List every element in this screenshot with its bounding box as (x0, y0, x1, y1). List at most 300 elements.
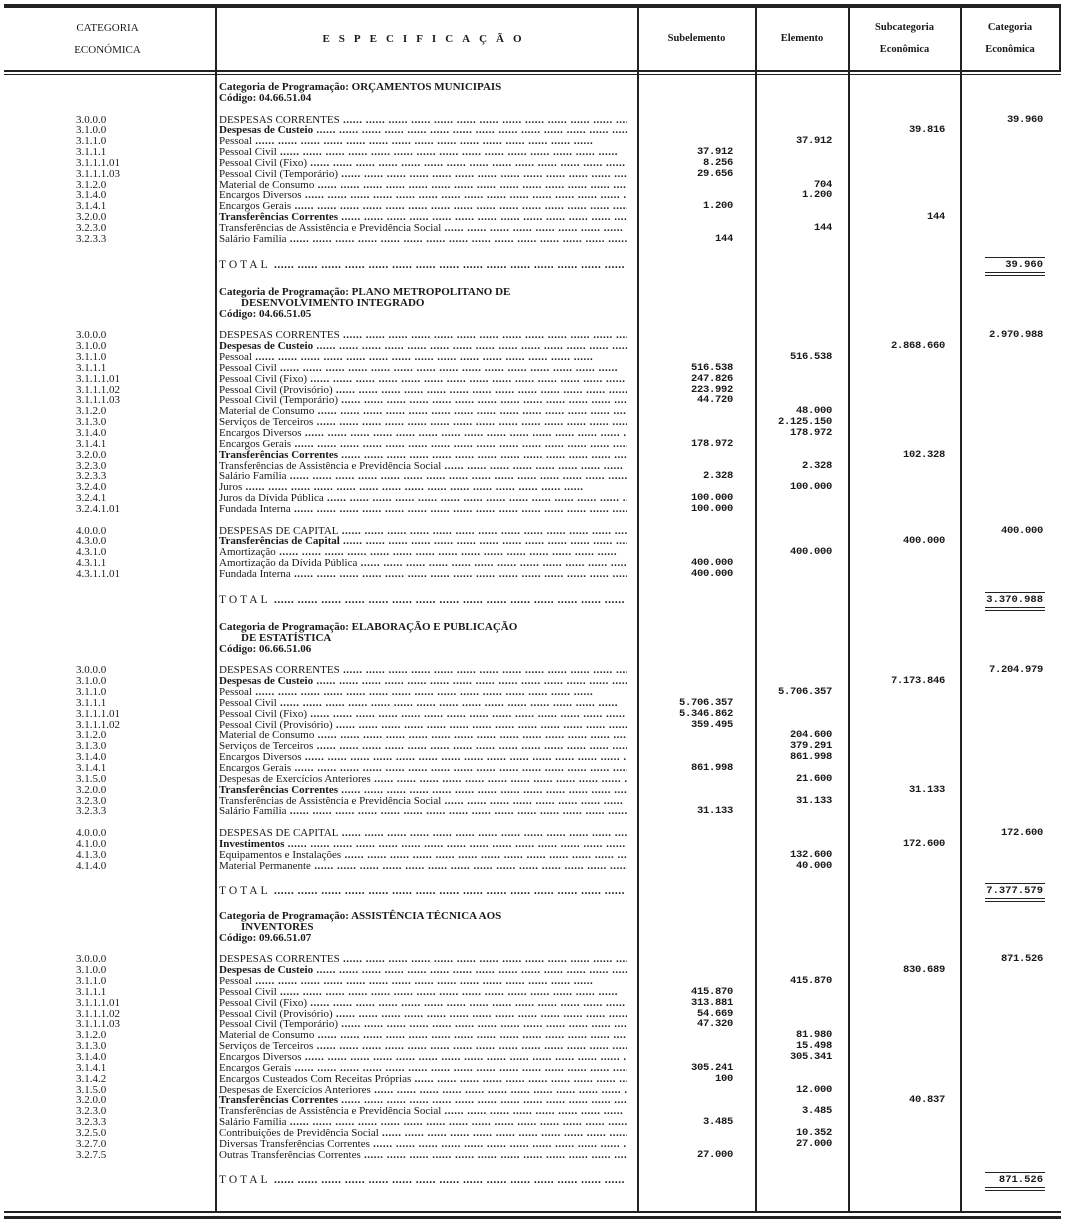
header-especificacao (216, 10, 637, 68)
table-row (0, 1009, 1065, 1020)
elemento-value: 100.000 (789, 481, 832, 494)
table-row (0, 698, 1065, 709)
specification: Material de Consumo ..... (219, 1030, 627, 1041)
economic-code: 4.0.0.0 (76, 827, 107, 840)
table-row (0, 774, 1065, 785)
specification: DESPESAS CORRENTES ..... (219, 665, 627, 676)
total-row (0, 595, 1065, 606)
subelemento-value: 27.000 (696, 1148, 733, 1161)
specification: DESPESAS DE CAPITAL ..... (219, 526, 627, 537)
program-code-line (0, 644, 1065, 655)
specification: Encargos Diversos ..... (219, 752, 627, 763)
spacer (0, 580, 1065, 591)
specification: Encargos Gerais ..... (219, 439, 627, 450)
economic-code: 4.3.1.1.01 (76, 567, 120, 580)
table-row (0, 493, 1065, 504)
table-row (0, 965, 1065, 976)
bottom-rule (4, 1211, 1061, 1213)
header-label: ECONÓMICA (74, 44, 141, 56)
specification: Encargos Gerais ..... (219, 201, 627, 212)
economic-code: 3.1.2.0 (76, 1029, 107, 1042)
economic-code: 3.2.4.1.01 (76, 502, 120, 515)
table-row (0, 763, 1065, 774)
specification: Material de Consumo ..... (219, 180, 627, 191)
subelemento-value: 359.495 (690, 718, 733, 731)
table-row (0, 406, 1065, 417)
specification: Fundada Interna ..... (219, 504, 627, 515)
header-subelemento (638, 10, 755, 68)
table-row (0, 796, 1065, 807)
table-row (0, 839, 1065, 850)
program-title: Categoria de Programação: ELABORAÇÃO E PUBLICAÇÃO (219, 621, 518, 633)
elemento-value: 516.538 (789, 351, 832, 364)
program-title: Categoria de Programação: PLANO METROPOLITANO DE (219, 286, 511, 298)
economic-code: 3.1.2.0 (76, 178, 107, 191)
specification: Encargos Gerais ..... (219, 1063, 627, 1074)
program-code: Código: 09.66.51.07 (219, 931, 312, 944)
table-row (0, 212, 1065, 223)
subelemento-value: 5.346.862 (678, 707, 733, 720)
elemento-value: 132.600 (789, 848, 832, 861)
specification: Despesas de Exercícios Anteriores ..... (219, 774, 627, 785)
table-row (0, 752, 1065, 763)
specification: Serviços de Terceiros ..... (219, 417, 627, 428)
header-label: Econômica (879, 44, 930, 55)
specification: Encargos Custeados Com Receitas Próprias ..... (219, 1074, 627, 1085)
economic-code: 4.1.3.0 (76, 848, 107, 861)
specification: Juros da Dívida Pública ..... (219, 493, 627, 504)
table-row (0, 450, 1065, 461)
table-row (0, 850, 1065, 861)
header-subcategoria (849, 10, 960, 68)
table-row (0, 1128, 1065, 1139)
specification: Serviços de Terceiros ..... (219, 741, 627, 752)
economic-code: 3.2.3.3 (76, 1116, 107, 1129)
economic-code: 3.2.4.0 (76, 481, 107, 494)
economic-code: 3.1.2.0 (76, 405, 107, 418)
subcategoria-value: 2.868.660 (890, 340, 945, 353)
specification: Pessoal ..... (219, 976, 627, 987)
economic-code: 3.2.0.0 (76, 783, 107, 796)
table-row (0, 998, 1065, 1009)
elemento-value: 144 (813, 221, 832, 234)
elemento-value: 861.998 (789, 751, 832, 764)
elemento-value: 178.972 (789, 426, 832, 439)
table-row (0, 201, 1065, 212)
program-code-line (0, 933, 1065, 944)
categoria-value: 39.960 (1006, 113, 1043, 126)
economic-code: 3.0.0.0 (76, 113, 107, 126)
table-row (0, 374, 1065, 385)
program-title-line (0, 298, 1065, 309)
economic-code: 3.1.1.1.01 (76, 707, 120, 720)
table-row (0, 352, 1065, 363)
specification: Pessoal Civil (Fixo) ..... (219, 709, 627, 720)
elemento-value: 81.980 (795, 1029, 832, 1042)
header-label: Categoria (987, 22, 1033, 33)
specification: Transferências de Assistência e Previdência Social ..... (219, 1106, 627, 1117)
elemento-value: 15.498 (795, 1040, 832, 1053)
header-label: Subelemento (667, 33, 726, 44)
specification: Transferências de Capital ..... (219, 536, 627, 547)
specification: Transferências Correntes ..... (219, 785, 627, 796)
economic-code: 3.1.1.1 (76, 985, 107, 998)
total-label: TOTAL ..... (219, 1175, 627, 1186)
specification: Material de Consumo ..... (219, 406, 627, 417)
table-row (0, 471, 1065, 482)
table-row (0, 482, 1065, 493)
economic-code: 3.1.4.1 (76, 1061, 107, 1074)
table-row (0, 1106, 1065, 1117)
elemento-value: 305.341 (789, 1050, 832, 1063)
header-rule (4, 70, 1061, 72)
economic-code: 4.3.1.1 (76, 557, 107, 570)
specification: DESPESAS CORRENTES ..... (219, 954, 627, 965)
table-row (0, 1074, 1065, 1085)
table-row (0, 976, 1065, 987)
specification: Transferências Correntes ..... (219, 212, 627, 223)
program-title-line (0, 633, 1065, 644)
program-section (0, 287, 1065, 605)
economic-code: 3.1.1.0 (76, 975, 107, 988)
table-row (0, 341, 1065, 352)
elemento-value: 415.870 (789, 975, 832, 988)
specification: Transferências Correntes ..... (219, 1095, 627, 1106)
specification: Pessoal ..... (219, 687, 627, 698)
specification: Pessoal Civil (Provisório) ..... (219, 385, 627, 396)
table-row (0, 169, 1065, 180)
subcategoria-value: 7.173.846 (890, 675, 945, 688)
program-section (0, 911, 1065, 1186)
specification: Equipamentos e Instalações ..... (219, 850, 627, 861)
economic-code: 3.1.4.1 (76, 200, 107, 213)
table-row (0, 385, 1065, 396)
spacer (0, 817, 1065, 828)
subelemento-value: 47.320 (696, 1018, 733, 1031)
table-row (0, 461, 1065, 472)
header-label: Subcategoria (875, 22, 934, 33)
program-code-line (0, 93, 1065, 104)
subelemento-value: 3.485 (702, 1116, 733, 1129)
subcategoria-value: 830.689 (902, 964, 945, 977)
economic-code: 3.1.4.0 (76, 1050, 107, 1063)
economic-code: 3.1.4.2 (76, 1072, 107, 1085)
specification: Salário Família ..... (219, 1117, 627, 1128)
subcategoria-value: 172.600 (902, 837, 945, 850)
program-title-line (0, 287, 1065, 298)
program-title: Categoria de Programação: ORÇAMENTOS MUNICIPAIS (219, 81, 502, 93)
economic-code: 3.0.0.0 (76, 664, 107, 677)
economic-code: 3.1.4.0 (76, 751, 107, 764)
program-title-line (0, 922, 1065, 933)
specification: Pessoal Civil ..... (219, 987, 627, 998)
header-label: Econômica (985, 44, 1035, 55)
specification: Encargos Diversos ..... (219, 1052, 627, 1063)
economic-code: 4.3.1.0 (76, 546, 107, 559)
subcategoria-value: 40.837 (908, 1094, 945, 1107)
spacer (0, 944, 1065, 955)
total-value: 871.526 (985, 1172, 1045, 1191)
specification: Material de Consumo ..... (219, 730, 627, 741)
subelemento-value: 400.000 (690, 567, 733, 580)
specification: Encargos Diversos ..... (219, 190, 627, 201)
specification: Transferências de Assistência e Previdência Social ..... (219, 461, 627, 472)
economic-code: 4.1.4.0 (76, 859, 107, 872)
table-row (0, 1139, 1065, 1150)
total-value: 3.370.988 (985, 592, 1045, 611)
economic-code: 3.1.1.1.01 (76, 996, 120, 1009)
specification: Pessoal Civil (Temporário) ..... (219, 1019, 627, 1030)
specification: Pessoal Civil (Fixo) ..... (219, 158, 627, 169)
subelemento-value: 223.992 (690, 383, 733, 396)
table-row (0, 676, 1065, 687)
total-value: 39.960 (985, 257, 1045, 276)
specification: Encargos Diversos ..... (219, 428, 627, 439)
subelemento-value: 144 (714, 232, 733, 245)
economic-code: 3.2.3.3 (76, 470, 107, 483)
categoria-value: 172.600 (1000, 827, 1043, 840)
header-label: ESPECIFICAÇÃO (322, 33, 531, 45)
economic-code: 3.0.0.0 (76, 329, 107, 342)
table-row (0, 115, 1065, 126)
economic-code: 3.2.7.5 (76, 1148, 107, 1161)
table-row (0, 417, 1065, 428)
specification: Contribuições de Previdência Social ..... (219, 1128, 627, 1139)
categoria-value: 7.204.979 (988, 664, 1043, 677)
specification: Fundada Interna ..... (219, 569, 627, 580)
program-title: INVENTORES (241, 920, 314, 933)
economic-code: 4.1.0.0 (76, 837, 107, 850)
elemento-value: 3.485 (801, 1105, 832, 1118)
specification: Salário Família ..... (219, 471, 627, 482)
table-row (0, 687, 1065, 698)
economic-code: 3.2.3.0 (76, 459, 107, 472)
specification: Transferências Correntes ..... (219, 450, 627, 461)
economic-code: 3.1.2.0 (76, 729, 107, 742)
specification: Pessoal Civil (Fixo) ..... (219, 998, 627, 1009)
specification: Encargos Gerais ..... (219, 763, 627, 774)
subelemento-value: 100 (714, 1072, 733, 1085)
elemento-value: 5.706.357 (777, 686, 832, 699)
specification: Transferências de Assistência e Previdência Social ..... (219, 223, 627, 234)
spacer (0, 871, 1065, 882)
specification: Despesas de Custeio ..... (219, 676, 627, 687)
table-row (0, 504, 1065, 515)
economic-code: 3.2.3.0 (76, 1105, 107, 1118)
table-row (0, 720, 1065, 731)
subelemento-value: 100.000 (690, 502, 733, 515)
table-row (0, 363, 1065, 374)
table-row (0, 180, 1065, 191)
table-row (0, 147, 1065, 158)
total-row (0, 260, 1065, 271)
table-row (0, 1117, 1065, 1128)
total-label: TOTAL ..... (219, 595, 627, 606)
program-section (0, 82, 1065, 270)
table-row (0, 1095, 1065, 1106)
economic-code: 3.2.0.0 (76, 211, 107, 224)
elemento-value: 704 (813, 178, 832, 191)
elemento-value: 31.133 (795, 794, 832, 807)
spacer (0, 245, 1065, 256)
table-row (0, 428, 1065, 439)
spacer (0, 1160, 1065, 1171)
subelemento-value: 313.881 (690, 996, 733, 1009)
table-row (0, 569, 1065, 580)
economic-code: 3.1.1.1.03 (76, 167, 120, 180)
elemento-value: 40.000 (795, 859, 832, 872)
subcategoria-value: 144 (926, 211, 945, 224)
table-row (0, 223, 1065, 234)
table-row (0, 785, 1065, 796)
subcategoria-value: 39.816 (908, 124, 945, 137)
specification: Pessoal Civil (Temporário) ..... (219, 169, 627, 180)
header-label: Elemento (780, 33, 824, 44)
specification: Pessoal Civil (Temporário) ..... (219, 395, 627, 406)
spacer (0, 104, 1065, 115)
table-row (0, 741, 1065, 752)
specification: Salário Família ..... (219, 234, 627, 245)
specification: Pessoal Civil ..... (219, 698, 627, 709)
subelemento-value: 400.000 (690, 557, 733, 570)
economic-code: 3.2.3.0 (76, 221, 107, 234)
specification: Diversas Transferências Correntes ..... (219, 1139, 627, 1150)
economic-code: 3.1.0.0 (76, 964, 107, 977)
subelemento-value: 2.328 (702, 470, 733, 483)
subelemento-value: 861.998 (690, 761, 733, 774)
economic-code: 3.1.3.0 (76, 416, 107, 429)
specification: DESPESAS CORRENTES ..... (219, 115, 627, 126)
total-value: 7.377.579 (985, 883, 1045, 902)
economic-code: 3.1.4.1 (76, 437, 107, 450)
table-row (0, 1085, 1065, 1096)
program-title-line (0, 622, 1065, 633)
elemento-value: 48.000 (795, 405, 832, 418)
spacer (0, 655, 1065, 666)
header-elemento (756, 10, 848, 68)
total-row (0, 1175, 1065, 1186)
spacer (0, 515, 1065, 526)
table-row (0, 125, 1065, 136)
subelemento-value: 37.912 (696, 146, 733, 159)
economic-code: 3.1.1.1 (76, 361, 107, 374)
specification: Pessoal ..... (219, 352, 627, 363)
program-code: Código: 04.66.51.04 (219, 91, 312, 104)
elemento-value: 400.000 (789, 546, 832, 559)
specification: Transferências de Assistência e Previdência Social ..... (219, 796, 627, 807)
specification: DESPESAS DE CAPITAL ..... (219, 828, 627, 839)
table-row (0, 234, 1065, 245)
program-title: DE ESTATÍSTICA (241, 631, 332, 644)
economic-code: 3.1.3.0 (76, 1040, 107, 1053)
elemento-value: 27.000 (795, 1137, 832, 1150)
economic-code: 3.1.5.0 (76, 772, 107, 785)
table-row (0, 1030, 1065, 1041)
subelemento-value: 29.656 (696, 167, 733, 180)
header-rule-2 (4, 74, 1061, 75)
program-title-line (0, 911, 1065, 922)
elemento-value: 1.200 (801, 189, 832, 202)
elemento-value: 21.600 (795, 772, 832, 785)
table-row (0, 806, 1065, 817)
specification: Salário Família ..... (219, 806, 627, 817)
top-rule (4, 4, 1061, 8)
economic-code: 3.1.1.0 (76, 351, 107, 364)
subelemento-value: 178.972 (690, 437, 733, 450)
economic-code: 3.1.1.1 (76, 146, 107, 159)
economic-code: 4.3.0.0 (76, 535, 107, 548)
economic-code: 3.1.1.0 (76, 135, 107, 148)
specification: Despesas de Exercícios Anteriores ..... (219, 1085, 627, 1096)
program-title-line (0, 82, 1065, 93)
subelemento-value: 415.870 (690, 985, 733, 998)
table-row (0, 1052, 1065, 1063)
economic-code: 3.1.1.1.01 (76, 372, 120, 385)
categoria-value: 2.970.988 (988, 329, 1043, 342)
economic-code: 3.2.3.0 (76, 794, 107, 807)
specification: Despesas de Custeio ..... (219, 125, 627, 136)
table-row (0, 1063, 1065, 1074)
subelemento-value: 100.000 (690, 492, 733, 505)
header-label: CATEGORIA (76, 22, 139, 34)
economic-code: 3.2.0.0 (76, 448, 107, 461)
economic-code: 3.2.3.3 (76, 805, 107, 818)
table-row (0, 136, 1065, 147)
economic-code: 3.1.1.1.01 (76, 156, 120, 169)
table-row (0, 709, 1065, 720)
spacer (0, 320, 1065, 331)
elemento-value: 37.912 (795, 135, 832, 148)
economic-code: 3.2.5.0 (76, 1126, 107, 1139)
subelemento-value: 5.706.357 (678, 696, 733, 709)
subelemento-value: 305.241 (690, 1061, 733, 1074)
table-row (0, 1019, 1065, 1030)
economic-code: 3.1.4.0 (76, 189, 107, 202)
specification: Pessoal Civil (Provisório) ..... (219, 1009, 627, 1020)
subelemento-value: 31.133 (696, 805, 733, 818)
subelemento-value: 247.826 (690, 372, 733, 385)
program-code: Código: 04.66.51.05 (219, 307, 312, 320)
specification: Despesas de Custeio ..... (219, 965, 627, 976)
subcategoria-value: 31.133 (908, 783, 945, 796)
header-categoria (961, 10, 1059, 68)
bottom-rule-2 (4, 1216, 1061, 1219)
program-code: Código: 06.66.51.06 (219, 642, 312, 655)
specification: Pessoal Civil ..... (219, 147, 627, 158)
table-row (0, 395, 1065, 406)
table-row (0, 987, 1065, 998)
subcategoria-value: 102.328 (902, 448, 945, 461)
header-categoria-economica (0, 10, 215, 68)
elemento-value: 204.600 (789, 729, 832, 742)
economic-code: 3.2.4.1 (76, 492, 107, 505)
economic-code: 4.0.0.0 (76, 524, 107, 537)
total-row (0, 886, 1065, 897)
economic-code: 3.2.3.3 (76, 232, 107, 245)
subelemento-value: 516.538 (690, 361, 733, 374)
specification: Amortização ..... (219, 547, 627, 558)
specification: Material Permanente ..... (219, 861, 627, 872)
subelemento-value: 8.256 (702, 156, 733, 169)
table-row (0, 861, 1065, 872)
economic-code: 3.1.0.0 (76, 124, 107, 137)
table-row (0, 1041, 1065, 1052)
economic-code: 3.1.1.1.02 (76, 718, 120, 731)
specification: Investimentos ..... (219, 839, 627, 850)
elemento-value: 379.291 (789, 740, 832, 753)
specification: Despesas de Custeio ..... (219, 341, 627, 352)
specification: Juros ..... (219, 482, 627, 493)
